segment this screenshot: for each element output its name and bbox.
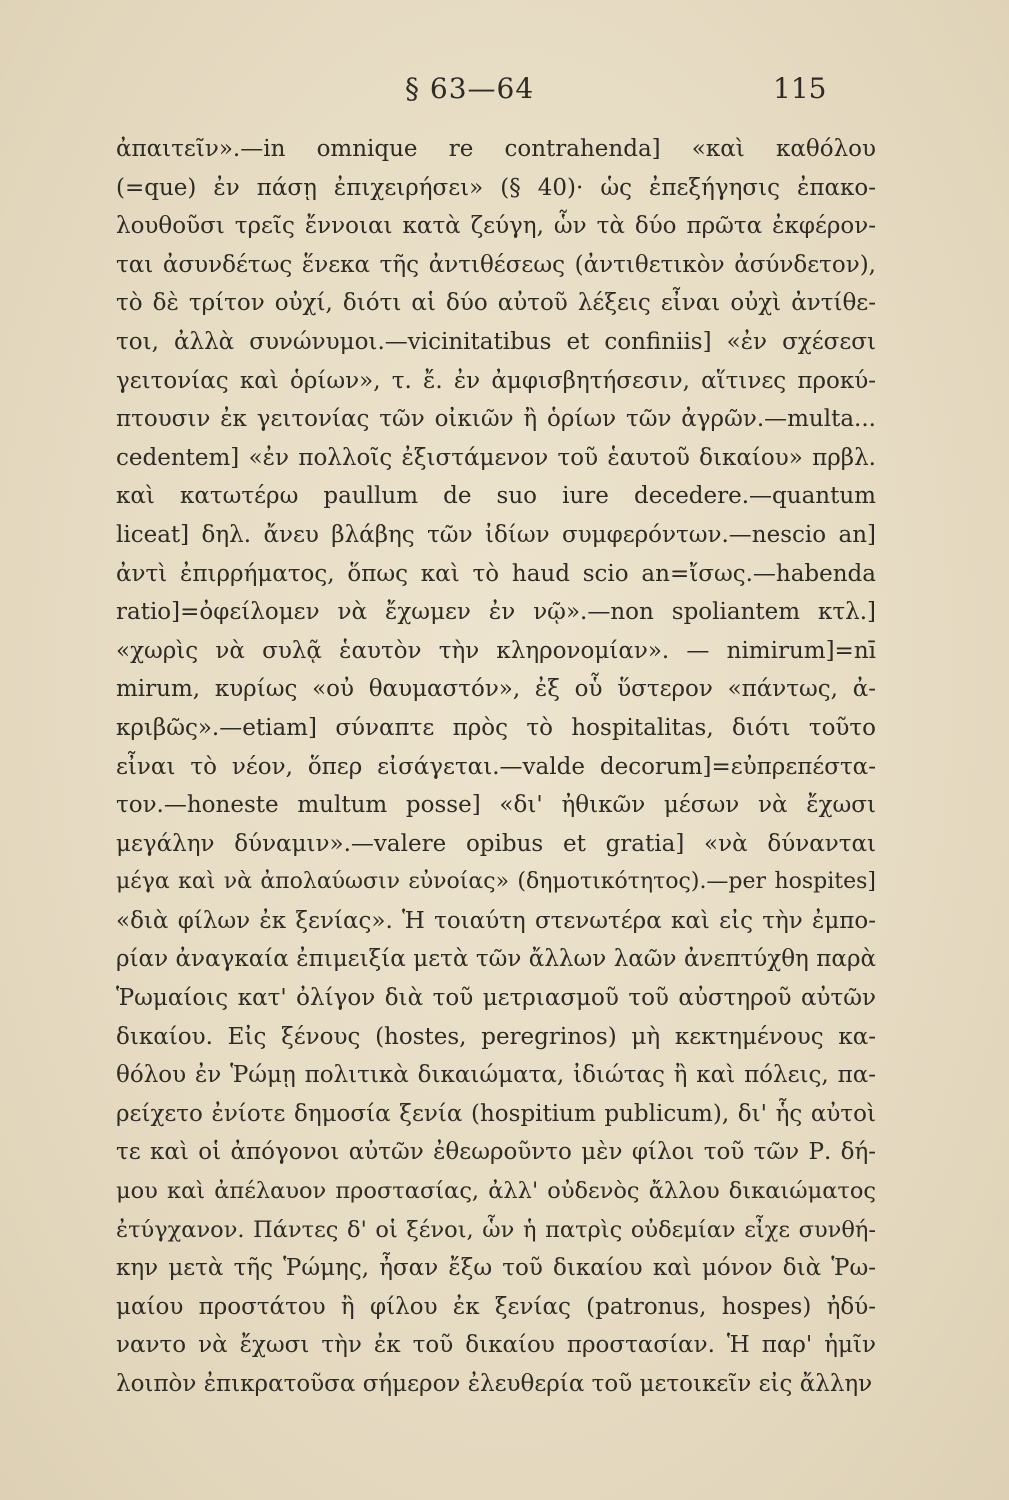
text-line: ναντο νὰ ἔχωσι τὴν ἐκ τοῦ δικαίου προστασίαν. Ἡ παρ' ἡμῖν — [116, 1332, 876, 1359]
text-line: mirum, κυρίως «οὐ θαυμαστόν», ἐξ οὗ ὕστερον «πάντως, ἀ- — [116, 676, 876, 703]
text-line: liceat] δηλ. ἄνευ βλάβης τῶν ἰδίων συμφερόντων.—nescio an] — [116, 521, 876, 548]
text-line: λοιπὸν ἐπικρατοῦσα σήμερον ἐλευθερία τοῦ μετοικεῖν εἰς ἄλλην — [116, 1371, 873, 1397]
text-line: «χωρὶς νὰ συλᾷ ἑαυτὸν τὴν κληρονομίαν». — nimirum]=nī — [116, 637, 876, 664]
text-line: πτουσιν ἐκ γειτονίας τῶν οἰκιῶν ἢ ὁρίων τῶν ἀγρῶν.—multa... — [116, 406, 876, 433]
text-line: δικαίου. Εἰς ξένους (hostes, peregrinos) μὴ κεκτημένους κα- — [116, 1023, 876, 1050]
text-line: τὸ δὲ τρίτον οὐχί, διότι αἱ δύο αὐτοῦ λέξεις εἶναι οὐχὶ ἀντίθε- — [116, 290, 876, 317]
text-line: εἶναι τὸ νέον, ὅπερ εἰσάγεται.—valde decorum]=εὐπρεπέστα- — [116, 753, 876, 780]
text-line: τοι, ἀλλὰ συνώνυμοι.—vicinitatibus et confiniis] «ἐν σχέσεσι — [116, 328, 876, 355]
text-line: μεγάλην δύναμιν».—valere opibus et gratia] «νὰ δύνανται — [116, 830, 876, 857]
section-reference: § 63—64 — [405, 72, 535, 105]
text-line: κην μετὰ τῆς Ῥώμης, ἦσαν ἔξω τοῦ δικαίου καὶ μόνον διὰ Ῥω- — [116, 1255, 876, 1282]
text-line: μέγα καὶ νὰ ἀπολαύωσιν εὐνοίας» (δημοτικότητος).—per hospites] — [116, 869, 876, 895]
text-line: τον.—honeste multum posse] «δι' ἠθικῶν μέσων νὰ ἔχωσι — [116, 792, 876, 819]
running-header — [130, 72, 830, 116]
text-line: ἐτύγχανον. Πάντες δ' οἱ ξένοι, ὧν ἡ πατρὶς οὐδεμίαν εἶχε συνθή- — [116, 1216, 876, 1243]
text-line: (=que) ἐν πάσῃ ἐπιχειρήσει» (§ 40)· ὡς ἐπεξήγησις ἐπακο- — [116, 174, 876, 201]
text-line: cedentem] «ἐν πολλοῖς ἐξιστάμενον τοῦ ἑαυτοῦ δικαίου» πρβλ. — [116, 444, 876, 471]
text-line: ratio]=ὀφείλομεν νὰ ἔχωμεν ἐν νῷ».—non spoliantem κτλ.] — [116, 599, 876, 626]
text-line: μαίου προστάτου ἢ φίλου ἐκ ξενίας (patronus, hospes) ἠδύ- — [116, 1293, 876, 1320]
body-text — [116, 130, 876, 1404]
page-number: 115 — [773, 72, 827, 105]
text-line: ρείχετο ἐνίοτε δημοσία ξενία (hospitium publicum), δι' ἧς αὐτοὶ — [116, 1100, 876, 1127]
text-line: «διὰ φίλων ἐκ ξενίας». Ἡ τοιαύτη στενωτέρα καὶ εἰς τὴν ἐμπο- — [116, 907, 876, 934]
text-line: ἀντὶ ἐπιρρήματος, ὅπως καὶ τὸ haud scio an=ἴσως.—habenda — [116, 560, 876, 587]
text-line: τε καὶ οἱ ἀπόγονοι αὐτῶν ἐθεωροῦντο μὲν φίλοι τοῦ τῶν Ρ. δή- — [116, 1139, 876, 1166]
text-line: καὶ κατωτέρω paullum de suo iure decedere.—quantum — [116, 483, 876, 510]
text-line: Ῥωμαίοις κατ' ὀλίγον διὰ τοῦ μετριασμοῦ τοῦ αὐστηροῦ αὐτῶν — [116, 985, 876, 1012]
text-line: κριβῶς».—etiam] σύναπτε πρὸς τὸ hospitalitas, διότι τοῦτο — [116, 714, 876, 741]
text-line: ρίαν ἀναγκαία ἐπιμειξία μετὰ τῶν ἄλλων λαῶν ἀνεπτύχθη παρὰ — [116, 946, 876, 973]
text-line: ται ἀσυνδέτως ἕνεκα τῆς ἀντιθέσεως (ἀντιθετικὸν ἀσύνδετον), — [116, 251, 876, 278]
text-line: μου καὶ ἀπέλαυον προστασίας, ἀλλ' οὐδενὸς ἄλλου δικαιώματος — [116, 1178, 876, 1205]
text-line: γειτονίας καὶ ὁρίων», τ. ἔ. ἐν ἀμφισβητήσεσιν, αἵτινες προκύ- — [116, 367, 876, 394]
text-line: λουθοῦσι τρεῖς ἔννοιαι κατὰ ζεύγη, ὧν τὰ δύο πρῶτα ἐκφέρον- — [116, 213, 876, 240]
text-line: ἀπαιτεῖν».—in omnique re contrahenda] «καὶ καθόλου — [116, 136, 876, 162]
text-line: θόλου ἐν Ῥώμῃ πολιτικὰ δικαιώματα, ἰδιώτας ἢ καὶ πόλεις, πα- — [116, 1062, 876, 1089]
